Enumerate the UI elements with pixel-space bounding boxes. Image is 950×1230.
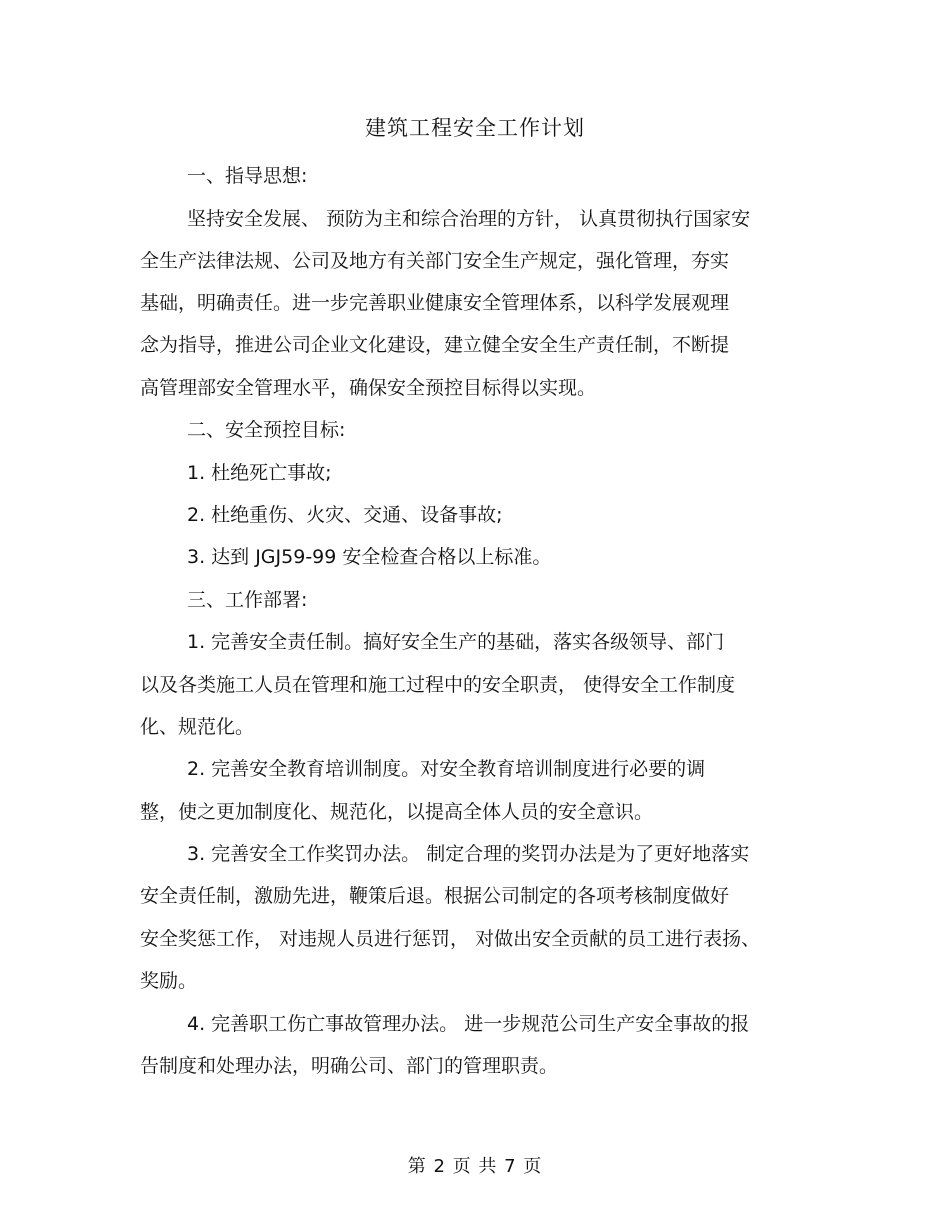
paragraph-line: 1. 完善安全责任制。搞好安全生产的基础，落实各级领导、部门	[187, 631, 725, 653]
paragraph-line: 安全奖惩工作， 对违规人员进行惩罚， 对做出安全贡献的员工进行表扬、	[140, 928, 761, 950]
paragraph-line: 以及各类施工人员在管理和施工过程中的安全职责， 使得安全工作制度	[140, 674, 736, 696]
paragraph-line: 全生产法律法规、公司及地方有关部门安全生产规定，强化管理，夯实	[140, 250, 730, 272]
paragraph-line: 基础，明确责任。进一步完善职业健康安全管理体系，以科学发展观理	[140, 292, 730, 314]
section-heading-3: 三、工作部署:	[187, 589, 308, 611]
paragraph-line: 念为指导，推进公司企业文化建设，建立健全安全生产责任制，不断提	[140, 334, 730, 356]
paragraph-line: 2. 完善安全教育培训制度。对安全教育培训制度进行必要的调	[187, 758, 706, 780]
paragraph-line: 告制度和处理办法，明确公司、部门的管理职责。	[140, 1055, 559, 1077]
list-item: 1. 杜绝死亡事故;	[187, 462, 332, 484]
paragraph-line: 高管理部安全管理水平，确保安全预控目标得以实现。	[140, 377, 597, 399]
paragraph-line: 化、规范化。	[140, 716, 255, 738]
paragraph-line: 奖励。	[140, 970, 198, 992]
paragraph-line: 坚持安全发展、 预防为主和综合治理的方针， 认真贯彻执行国家安	[187, 208, 751, 230]
list-item: 2. 杜绝重伤、火灾、交通、设备事故;	[187, 504, 503, 526]
paragraph-line: 4. 完善职工伤亡事故管理办法。 进一步规范公司生产安全事故的报	[187, 1013, 750, 1035]
paragraph-line: 整，使之更加制度化、规范化，以提高全体人员的安全意识。	[140, 801, 654, 823]
list-item: 3. 达到 JGJ59-99 安全检查合格以上标准。	[187, 546, 552, 568]
section-heading-2: 二、安全预控目标:	[187, 419, 346, 441]
page-number-footer: 第 2 页 共 7 页	[407, 1156, 543, 1177]
paragraph-line: 安全责任制，激励先进，鞭策后退。根据公司制定的各项考核制度做好	[140, 885, 730, 907]
section-heading-1: 一、指导思想:	[187, 165, 308, 187]
paragraph-line: 3. 完善安全工作奖罚办法。 制定合理的奖罚办法是为了更好地落实	[187, 843, 750, 865]
document-title: 建筑工程安全工作计划	[365, 116, 585, 140]
